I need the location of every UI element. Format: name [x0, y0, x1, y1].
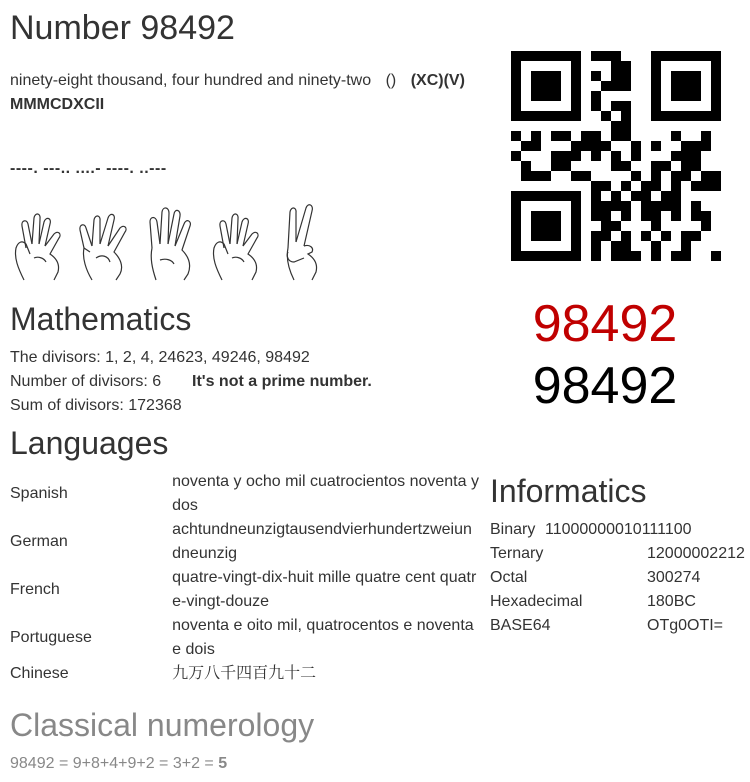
numerology-expression: 98492 = 9+8+4+9+2 = 3+2 =	[10, 755, 214, 772]
language-value: noventa y ocho mil cuatrocientos noventa y dos	[172, 473, 479, 514]
language-row-portuguese	[10, 614, 480, 662]
number-of-divisors: Number of divisors: 6	[10, 373, 162, 390]
language-value: noventa e oito mil, quatrocentos e noventa e dois	[172, 617, 474, 658]
qr-code-icon	[511, 51, 721, 261]
hand-digit-4-icon	[142, 202, 202, 282]
language-value: 九万八千四百九十二	[172, 665, 317, 682]
sign-language-hands	[10, 202, 334, 282]
language-row-french	[10, 566, 480, 614]
octal-value: 300274	[647, 569, 701, 586]
octal-label: Octal	[490, 569, 528, 586]
language-value: achtundneunzigtausendvierhundertzweiundneunzig	[172, 521, 472, 562]
number-display-black: 98492	[532, 357, 678, 415]
number-words	[10, 70, 465, 92]
language-name: German	[10, 533, 68, 550]
roman-numeral: MMMCDXCII	[10, 96, 105, 113]
morse-code: ----. ---.. ....- ----. ..---	[10, 160, 167, 177]
binary-label: Binary	[490, 521, 536, 538]
language-row-chinese	[10, 662, 480, 686]
language-value: quatre-vingt-dix-huit mille quatre cent quatre-vingt-douze	[172, 569, 477, 610]
informatics-heading: Informatics	[490, 473, 647, 509]
hand-digit-2-icon	[274, 202, 334, 282]
language-name: Chinese	[10, 665, 69, 682]
divisors-text: The divisors: 1, 2, 4, 24623, 49246, 98492	[10, 349, 310, 366]
number-display-red: 98492	[532, 295, 678, 353]
numerology-calculation	[10, 752, 227, 776]
sum-of-divisors: Sum of divisors: 172368	[10, 397, 182, 414]
hexadecimal-label: Hexadecimal	[490, 593, 583, 610]
languages-heading: Languages	[10, 425, 169, 461]
base64-label: BASE64	[490, 617, 551, 634]
parens: ()	[385, 72, 397, 89]
roman-numeral-overline: (XC)(V)	[410, 72, 465, 89]
ternary-value: 12000002212	[647, 545, 745, 562]
language-row-spanish	[10, 470, 480, 518]
hexadecimal-value: 180BC	[647, 593, 696, 610]
hand-digit-9-icon	[10, 202, 70, 282]
language-name: French	[10, 581, 60, 598]
english-words: ninety-eight thousand, four hundred and ninety-two	[10, 72, 372, 89]
binary-value: 11000000010111100	[545, 521, 692, 538]
hand-digit-8-icon	[76, 202, 136, 282]
numerology-result: 5	[218, 755, 228, 772]
language-name: Spanish	[10, 485, 68, 502]
language-row-german	[10, 518, 480, 566]
base64-value: OTg0OTI=	[647, 617, 724, 634]
page-title: Number 98492	[10, 9, 235, 47]
ternary-label: Ternary	[490, 545, 544, 562]
languages-table	[10, 470, 480, 686]
hand-digit-9b-icon	[208, 202, 268, 282]
numerology-heading: Classical numerology	[10, 707, 315, 743]
mathematics-heading: Mathematics	[10, 301, 192, 337]
prime-status: It's not a prime number.	[192, 373, 372, 390]
language-name: Portuguese	[10, 629, 92, 646]
